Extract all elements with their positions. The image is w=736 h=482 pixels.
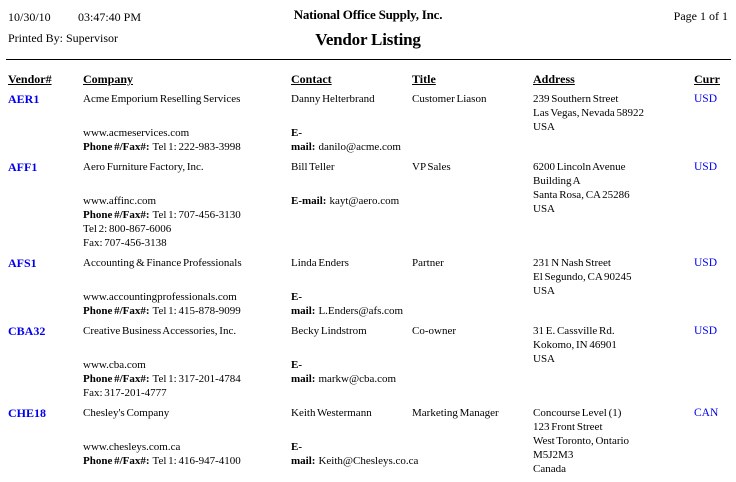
vendor-title: Marketing Manager [412, 407, 499, 419]
vendor-phone-line [83, 454, 285, 468]
address-line: USA [533, 121, 556, 133]
phone-value: Tel 1: 415-878-9099 [152, 305, 241, 317]
report-header-center [0, 7, 736, 50]
report-date: 10/30/10 [8, 10, 51, 24]
vendor-contact: Becky Lindstrom [291, 325, 367, 337]
phone-fax-label: Phone #/Fax#: [83, 305, 150, 317]
currency-link[interactable]: USD [694, 161, 718, 173]
email-value: danilo@acme.com [318, 141, 401, 153]
phone-fax-label: Phone #/Fax#: [83, 209, 150, 221]
address-line: 239 Southern Street [533, 93, 619, 105]
col-header-company: Company [83, 72, 134, 86]
vendor-website: www.accountingprofessionals.com [83, 291, 237, 303]
vendor-phone-line [83, 140, 285, 154]
vendor-email-line [291, 126, 406, 154]
vendor-contact: Keith Westermann [291, 407, 372, 419]
address-line: Kokomo, IN 46901 [533, 339, 617, 351]
vendor-email-line [291, 440, 419, 468]
vendor-row-aer1 [0, 92, 736, 154]
vendor-phone-line [83, 372, 285, 386]
phone-value: Tel 1: 707-456-3130 [152, 209, 241, 221]
vendor-row-afs1 [0, 256, 736, 318]
address-line: 231 N Nash Street [533, 257, 611, 269]
vendor-row-aff1 [0, 160, 736, 250]
vendor-phone-line [83, 208, 285, 222]
currency-link[interactable]: USD [694, 325, 718, 337]
vendor-phone-line [83, 304, 285, 318]
vendor-contact: Bill Teller [291, 161, 335, 173]
vendor-email-line [291, 358, 406, 386]
company-name: National Office Supply, Inc. [293, 7, 443, 22]
address-line: El Segundo, CA 90245 [533, 271, 632, 283]
vendor-company: Creative Business Accessories, Inc. [83, 325, 237, 337]
report-time: 03:47:40 PM [78, 10, 142, 24]
email-label: E-mail: [291, 127, 316, 153]
vendor-table [0, 72, 736, 482]
phone-fax-label: Phone #/Fax#: [83, 455, 150, 467]
vendor-company: Accounting & Finance Professionals [83, 257, 242, 269]
phone-value: Tel 1: 317-201-4784 [152, 373, 241, 385]
email-label: E-mail: [291, 359, 316, 385]
address-line: Canada [533, 463, 566, 475]
email-value: kayt@aero.com [329, 195, 400, 207]
phone-fax-label: Phone #/Fax#: [83, 373, 150, 385]
phone-extra-line: Tel 2: 800-867-6006 [83, 223, 172, 235]
address-line: Concourse Level (1) [533, 407, 622, 419]
vendor-id-link[interactable]: AFS1 [8, 256, 37, 270]
col-header-curr: Curr [694, 72, 720, 86]
col-header-address: Address [533, 72, 575, 86]
address-line: West Toronto, Ontario [533, 435, 630, 447]
vendor-id-link[interactable]: CBA32 [8, 324, 46, 338]
vendor-website: www.acmeservices.com [83, 127, 190, 139]
address-line: USA [533, 285, 556, 297]
address-line: Las Vegas, Nevada 58922 [533, 107, 645, 119]
vendor-company: Chesley's Company [83, 407, 170, 419]
phone-extra-line: Fax: 317-201-4777 [83, 387, 167, 399]
address-line: USA [533, 203, 556, 215]
vendor-website: www.cba.com [83, 359, 146, 371]
vendor-row-che18 [0, 406, 736, 476]
vendor-contact: Linda Enders [291, 257, 349, 269]
vendor-id-link[interactable]: CHE18 [8, 406, 47, 420]
printed-by: Printed By: Supervisor [8, 31, 118, 45]
page-indicator: Page 1 of 1 [673, 9, 728, 23]
col-header-vendor: Vendor# [8, 72, 52, 86]
email-label: E-mail: [291, 195, 327, 207]
address-line: Santa Rosa, CA 25286 [533, 189, 630, 201]
email-value: Keith@Chesleys.co.ca [318, 455, 419, 467]
address-line: 6200 Lincoln Avenue [533, 161, 626, 173]
address-line: Building A [533, 175, 581, 187]
vendor-company: Acme Emporium Reselling Services [83, 93, 241, 105]
vendor-website: www.chesleys.com.ca [83, 441, 181, 453]
currency-link[interactable]: USD [694, 93, 718, 105]
col-header-title: Title [412, 72, 436, 86]
vendor-title: Partner [412, 257, 444, 269]
vendor-contact: Danny Helterbrand [291, 93, 375, 105]
address-line: M5J2M3 [533, 449, 574, 461]
phone-value: Tel 1: 416-947-4100 [152, 455, 241, 467]
currency-link[interactable]: CAN [694, 407, 719, 419]
email-label: E-mail: [291, 441, 316, 467]
vendor-row-cba32 [0, 324, 736, 400]
vendor-title: Customer Liason [412, 93, 487, 105]
address-line: USA [533, 353, 556, 365]
email-value: L.Enders@afs.com [318, 305, 404, 317]
phone-extra-line: Fax: 707-456-3138 [83, 237, 167, 249]
vendor-id-link[interactable]: AFF1 [8, 160, 38, 174]
report-title: Vendor Listing [315, 30, 421, 49]
vendor-website: www.affinc.com [83, 195, 157, 207]
phone-fax-label: Phone #/Fax#: [83, 141, 150, 153]
vendor-title: Co-owner [412, 325, 456, 337]
address-line: 123 Front Street [533, 421, 603, 433]
table-header-row [0, 72, 736, 86]
address-line: 31 E. Cassville Rd. [533, 325, 615, 337]
col-header-contact: Contact [291, 72, 332, 86]
vendor-company: Aero Furniture Factory, Inc. [83, 161, 204, 173]
vendor-email-line [291, 194, 406, 208]
header-divider [6, 59, 731, 60]
phone-value: Tel 1: 222-983-3998 [152, 141, 241, 153]
vendor-email-line [291, 290, 406, 318]
vendor-title: VP Sales [412, 161, 451, 173]
currency-link[interactable]: USD [694, 257, 718, 269]
vendor-id-link[interactable]: AER1 [8, 92, 40, 106]
email-label: E-mail: [291, 291, 316, 317]
email-value: markw@cba.com [318, 373, 397, 385]
